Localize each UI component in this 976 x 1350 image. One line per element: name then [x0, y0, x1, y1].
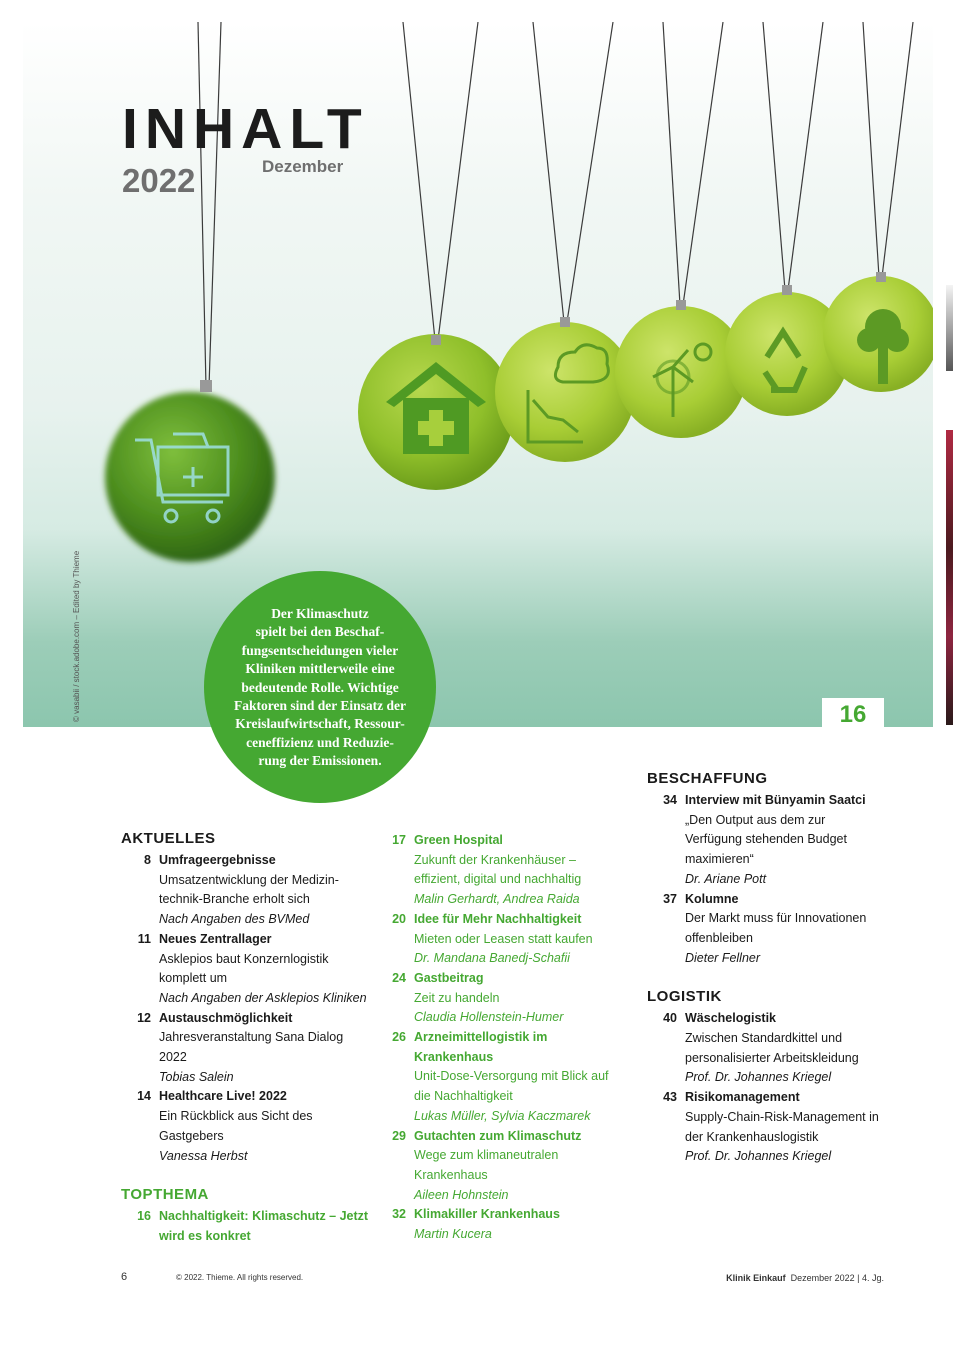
entry-subtitle: maximieren“ — [685, 852, 754, 867]
entry-title: Austauschmöglichkeit — [159, 1010, 293, 1025]
entry-title: Klimakiller Krankenhaus — [414, 1207, 560, 1222]
entry-subtitle: Umsatzentwicklung der Medizin- — [159, 872, 339, 887]
section-heading-topthema: TOPTHEMA — [121, 1186, 209, 1204]
entry-title: Idee für Mehr Nachhaltigkeit — [414, 911, 582, 926]
entry-page: 34 — [663, 793, 677, 807]
toc-entry[interactable] — [121, 930, 376, 1009]
entry-page: 37 — [663, 891, 677, 906]
entry-subtitle: Unit-Dose-Versorgung mit Blick auf — [414, 1069, 609, 1084]
entry-page: 12 — [137, 1010, 151, 1025]
teaser-page-number: 16 — [822, 698, 884, 728]
section-heading-logistik: LOGISTIK — [647, 988, 722, 1006]
entry-title: Arzneimittellogistik im — [414, 1030, 548, 1045]
toc-entry[interactable] — [376, 831, 631, 910]
entry-subtitle: effizient, digital und nachhaltig — [414, 872, 582, 887]
entry-subtitle: Zukunft der Krankenhäuser – — [414, 852, 576, 867]
entry-subtitle: der Krankenhauslogistik — [685, 1129, 819, 1144]
entry-subtitle: 2022 — [159, 1050, 187, 1065]
entry-title: wird es konkret — [159, 1228, 251, 1243]
entry-subtitle: die Nachhaltigkeit — [414, 1089, 513, 1104]
entry-subtitle: Jahresveranstaltung Sana Dialog — [159, 1030, 344, 1045]
entry-author: Lukas Müller, Sylvia Kaczmarek — [414, 1108, 591, 1123]
entry-page: 14 — [137, 1089, 151, 1104]
entry-subtitle: Gastgebers — [159, 1128, 224, 1143]
footer-issue: Dezember 2022 | 4. Jg. — [790, 1273, 884, 1283]
entry-page: 16 — [137, 1209, 151, 1224]
entry-author: Nach Angaben des BVMed — [159, 912, 310, 927]
entry-page: 20 — [392, 911, 406, 926]
toc-entry[interactable] — [121, 851, 376, 930]
entry-title: Green Hospital — [414, 833, 503, 847]
teaser-line: Kliniken mittlerweile eine — [245, 661, 395, 677]
entry-author: Dr. Ariane Pott — [685, 871, 767, 886]
entry-page: 17 — [392, 833, 406, 847]
footer-magazine-name: Klinik Einkauf — [726, 1273, 786, 1283]
entry-subtitle: offenbleiben — [685, 930, 753, 945]
teaser-line: Faktoren sind der Einsatz der — [233, 698, 406, 714]
entry-title: Nachhaltigkeit: Klimaschutz – Jetzt — [159, 1209, 369, 1224]
teaser-line: bedeutende Rolle. Wichtige — [241, 679, 399, 695]
toc-column-middle — [376, 831, 631, 1245]
entry-subtitle: Asklepios baut Konzernlogistik — [159, 951, 329, 966]
issue-month: Dezember — [262, 157, 344, 176]
toc-entry[interactable] — [647, 890, 902, 969]
toc-entry[interactable] — [376, 1028, 631, 1127]
right-edge-gray-strip — [946, 285, 953, 371]
entry-subtitle: Verfügung stehenden Budget — [685, 832, 847, 847]
toc-entry[interactable] — [121, 1087, 376, 1166]
teaser-line: Der Klimaschutz — [271, 606, 369, 621]
entry-title: Umfrageergebnisse — [159, 853, 276, 867]
entry-page: 11 — [137, 931, 151, 946]
entry-subtitle: Wege zum klimaneutralen — [414, 1148, 559, 1163]
entry-subtitle: Zwischen Standardkittel und — [685, 1031, 843, 1046]
toc-entry[interactable] — [376, 1205, 631, 1244]
teaser-line: Kreislaufwirtschaft, Ressour- — [235, 716, 405, 732]
entry-author: Prof. Dr. Johannes Kriegel — [685, 1070, 832, 1085]
toc-entry[interactable] — [121, 1207, 376, 1246]
toc-entry[interactable] — [376, 910, 631, 969]
toc-column-left — [121, 829, 376, 1247]
entry-page: 32 — [392, 1207, 406, 1222]
entry-author: Martin Kucera — [414, 1227, 492, 1242]
entry-subtitle: Der Markt muss für Innovationen — [685, 911, 867, 926]
teaser-line: rung der Emissionen. — [258, 753, 382, 769]
right-edge-red-strip — [946, 430, 953, 725]
entry-subtitle: technik-Branche erholt sich — [159, 892, 310, 907]
teaser-bubble — [204, 571, 436, 803]
toc-entry[interactable] — [647, 1009, 902, 1088]
entry-subtitle: Mieten oder Leasen statt kaufen — [414, 931, 593, 946]
footer-page-number: 6 — [121, 1271, 128, 1283]
entry-title: Wäschelogistik — [685, 1011, 776, 1026]
entry-subtitle: komplett um — [159, 971, 228, 986]
issue-year: 2022 — [122, 162, 196, 199]
entry-title: Gastbeitrag — [414, 970, 484, 985]
entry-title: Neues Zentrallager — [159, 931, 272, 946]
entry-subtitle: „Den Output aus dem zur — [685, 812, 826, 827]
entry-author: Malin Gerhardt, Andrea Raida — [414, 892, 580, 907]
entry-page: 8 — [144, 853, 151, 867]
toc-entry[interactable] — [376, 1127, 631, 1206]
entry-author: Aileen Hohnstein — [414, 1187, 509, 1202]
teaser-line: fungsentscheidungen vieler — [241, 642, 399, 658]
toc-column-right — [647, 769, 902, 1167]
footer-copyright: © 2022. Thieme. All rights reserved. — [176, 1273, 304, 1282]
entry-page: 29 — [392, 1128, 406, 1143]
entry-author: Nach Angaben der Asklepios Kliniken — [159, 990, 367, 1005]
entry-author: Prof. Dr. Johannes Kriegel — [685, 1149, 832, 1164]
entry-author: Tobias Salein — [159, 1069, 234, 1084]
entry-author: Claudia Hollenstein-Humer — [414, 1010, 564, 1025]
entry-subtitle: Supply-Chain-Risk-Management in — [685, 1109, 879, 1124]
entry-page: 43 — [663, 1090, 677, 1105]
entry-page: 24 — [392, 970, 406, 985]
entry-author: Dieter Fellner — [685, 950, 761, 965]
toc-entry[interactable] — [647, 791, 902, 890]
entry-title: Interview mit Bünyamin Saatci — [685, 793, 866, 807]
entry-subtitle: Zeit zu handeln — [414, 990, 500, 1005]
entry-title: Healthcare Live! 2022 — [159, 1089, 287, 1104]
entry-title: Kolumne — [685, 891, 739, 906]
toc-entry[interactable] — [121, 1009, 376, 1088]
entry-author: Dr. Mandana Banedj-Schafii — [414, 951, 570, 966]
teaser-line: spielt bei den Beschaf- — [255, 624, 385, 640]
entry-title: Gutachten zum Klimaschutz — [414, 1128, 582, 1143]
teaser-line: ceneffizienz und Reduzie- — [246, 734, 394, 750]
entry-author: Vanessa Herbst — [159, 1148, 248, 1163]
page-title: INHALT — [122, 97, 369, 161]
entry-page: 26 — [392, 1030, 406, 1045]
section-heading-beschaffung: BESCHAFFUNG — [647, 770, 768, 787]
section-heading-aktuelles: AKTUELLES — [121, 830, 216, 847]
entry-title: Risikomanagement — [685, 1090, 800, 1105]
footer-magazine-info — [726, 1273, 884, 1283]
entry-subtitle: Ein Rückblick aus Sicht des — [159, 1109, 313, 1124]
entry-page: 40 — [663, 1011, 677, 1026]
entry-subtitle: Krankenhaus — [414, 1167, 488, 1182]
entry-title: Krankenhaus — [414, 1049, 494, 1064]
toc-entry[interactable] — [376, 969, 631, 1028]
toc-entry[interactable] — [647, 1088, 902, 1167]
entry-subtitle: personalisierter Arbeitskleidung — [685, 1050, 859, 1065]
image-credit: © vasabii / stock.adobe.com – Edited by Thieme — [72, 550, 81, 722]
